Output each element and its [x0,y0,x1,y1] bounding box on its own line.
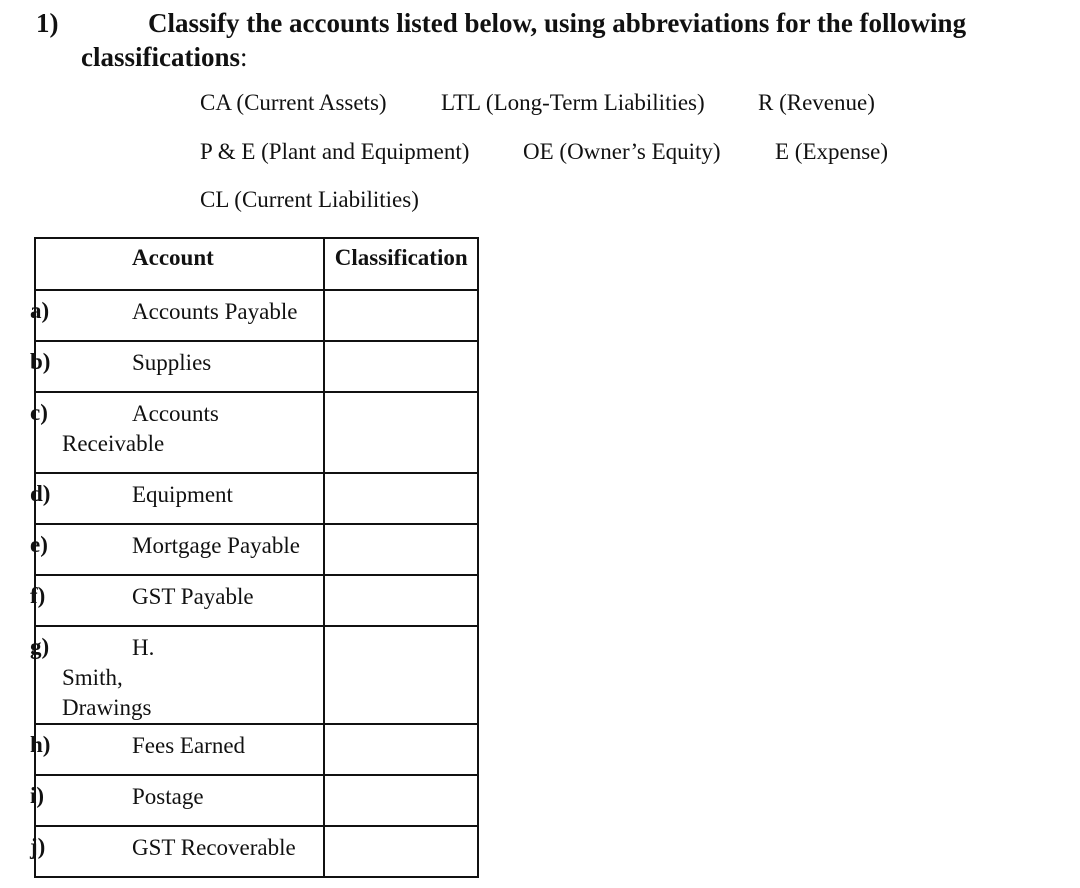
row-letter: i) [30,783,45,808]
account-cell [30,724,324,775]
account-name: Postage [132,784,204,809]
question-text-colon: : [240,42,248,72]
account-cell [30,524,324,575]
account-cell [30,341,324,392]
account-name: Supplies [132,350,212,375]
code-pe: P & E (Plant and Equipment) [200,139,470,164]
account-cell [30,775,324,826]
row-letter: g) [30,634,50,659]
table-row [35,575,478,626]
classification-cell[interactable] [324,724,478,775]
account-cell [30,826,324,877]
classification-cell[interactable] [324,575,478,626]
account-cell [30,473,324,524]
row-letter: b) [30,349,51,374]
row-letter: c) [30,400,48,425]
classification-cell[interactable] [324,775,478,826]
account-cell [30,575,324,626]
table-row [35,341,478,392]
table-row [35,775,478,826]
header-classification: Classification [324,238,478,290]
table-row [35,826,478,877]
row-letter: a) [30,298,50,323]
code-ca: CA (Current Assets) [200,90,387,115]
accounts-table [30,237,479,878]
account-name: Equipment [132,482,233,507]
table-row [35,524,478,575]
account-cell [30,290,324,341]
account-cell [30,392,324,473]
classification-cell[interactable] [324,524,478,575]
table-row [35,392,478,473]
account-name: GST Recoverable [132,835,296,860]
account-name: H. Smith, Drawings [62,635,155,720]
question-text-line1: Classify the accounts listed below, using abbreviations for the following [148,8,967,38]
code-r: R (Revenue) [758,90,875,115]
classification-cell[interactable] [324,826,478,877]
code-e: E (Expense) [775,139,889,164]
classification-cell[interactable] [324,392,478,473]
row-letter: e) [30,532,48,557]
account-cell [30,626,324,724]
code-ltl: LTL (Long-Term Liabilities) [441,90,705,115]
row-letter: f) [30,583,46,608]
code-oe: OE (Owner’s Equity) [523,139,721,164]
row-letter: h) [30,732,51,757]
account-name: GST Payable [132,584,254,609]
account-name: Mortgage Payable [132,533,300,558]
table-row [35,626,478,724]
table-row [35,473,478,524]
table-header-row [35,238,478,290]
account-name: Accounts Receivable [62,401,219,456]
code-cl: CL (Current Liabilities) [200,187,419,212]
classification-cell[interactable] [324,626,478,724]
row-letter: j) [30,834,46,859]
classification-cell[interactable] [324,290,478,341]
classification-cell[interactable] [324,341,478,392]
question-number: 1) [36,8,59,38]
question-text-classifications: classifications [81,42,240,72]
account-name: Fees Earned [132,733,246,758]
row-letter: d) [30,481,51,506]
question-text-line2 [81,40,248,74]
account-name: Accounts Payable [132,299,298,324]
table-row [35,724,478,775]
header-account: Account [35,238,324,290]
table-row [35,290,478,341]
classification-cell[interactable] [324,473,478,524]
